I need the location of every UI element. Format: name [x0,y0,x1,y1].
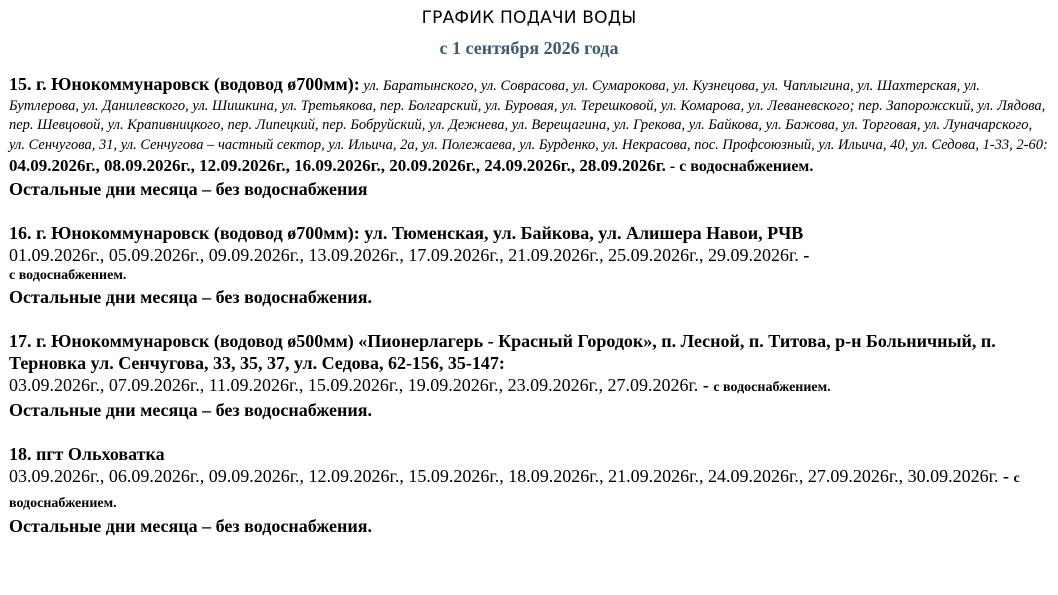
section-16-heading: 16. г. Юнокоммунаровск (водовод ø700мм): ул. Тюменская, ул. Байкова, ул. Алишера Навои, РЧВ [9,223,804,243]
section-17-dates: 03.09.2026г., 07.09.2026г., 11.09.2026г., 15.09.2026г., 19.09.2026г., 23.09.2026г., 27.09.2026г. [9,375,699,395]
section-15-dates-line [9,155,1049,178]
section-17-dates-line [9,374,1049,399]
section-17-rest: Остальные дни месяца – без водоснабжения. [9,400,373,420]
section-15-description [9,73,1049,155]
schedule-section-16 [9,222,1049,308]
schedule-section-18 [9,443,1049,537]
section-18-supply: с водоснабжением. [9,471,1020,511]
document-page [9,0,1049,537]
section-18-rest: Остальные дни месяца – без водоснабжения. [9,516,373,536]
section-18-dates-line [9,465,1049,515]
section-16-dates: 01.09.2026г., 05.09.2026г., 09.09.2026г., 13.09.2026г., 17.09.2026г., 21.09.2026г., 25.09.2026г., 29.09.2026г. [9,245,799,265]
document-subtitle: с 1 сентября 2026 года [439,38,619,58]
section-16-rest: Остальные дни месяца – без водоснабжения. [9,287,373,307]
section-18-dash: - [998,466,1014,486]
section-16-supply: с водоснабжением. [9,268,127,283]
schedule-section-15 [9,73,1049,200]
schedule-section-17 [9,330,1049,421]
section-17-supply: с водоснабжением. [713,380,831,395]
section-15-dates: 04.09.2026г., 08.09.2026г., 12.09.2026г., 16.09.2026г., 20.09.2026г., 24.09.2026г., 28.09.2026г. [9,156,666,175]
section-18-dates: 03.09.2026г., 06.09.2026г., 09.09.2026г., 12.09.2026г., 15.09.2026г., 18.09.2026г., 21.09.2026г., 24.09.2026г., 27.09.2026г., 30.09.2026г. [9,466,999,486]
section-15-supply: - с водоснабжением. [665,158,814,175]
section-16-dates-line [9,244,1049,266]
section-17-heading: 17. г. Юнокоммунаровск (водовод ø500мм) «Пионерлагерь - Красный Городок», п. Лесной, п. Титова, р-н Больничный, п. Терновка ул. Сенчугова, 33, 35, 37, ул. Седова, 62-156, 35-147: [9,331,996,373]
document-title: ГРАФИК ПОДАЧИ ВОДЫ [421,8,637,28]
section-15-heading: 15. г. Юнокоммунаровск (водовод ø700мм): [9,74,360,94]
section-15-streets: ул. Баратынского, ул. Соврасова, ул. Сумарокова, ул. Кузнецова, ул. Чаплыгина, ул. Шахтерская, ул. Бутлерова, ул. Данилевского, ул. Шишкина, ул. Третьякова, пер. Болгарский, ул. Буровая, ул. Терешковой, ул. Комарова, ул. Леваневского; пер. Запорожский, ул. Лядова, пер. Шевцовой, ул. Крапивницкого, пер. Липецкий, пер. Бобруйский, ул. Дежнева, ул. Верещагина, ул. Грекова, ул. Байкова, ул. Бажова, ул. Торговая, ул. Луначарского, ул. Сенчугова, 31, ул. Сенчугова – частный сектор, ул. Ильича, 2а, ул. Полежаева, ул. Бурденко, ул. Некрасова, пос. Профсоюзный, ул. Ильича, 40, ул. Седова, 1-33, 2-60: [9,78,1048,153]
section-17-dash: - [698,375,714,395]
section-18-heading: 18. пгт Ольховатка [9,444,165,464]
section-16-dash: - [798,245,810,265]
section-15-rest: Остальные дни месяца – без водоснабжения [9,179,368,199]
